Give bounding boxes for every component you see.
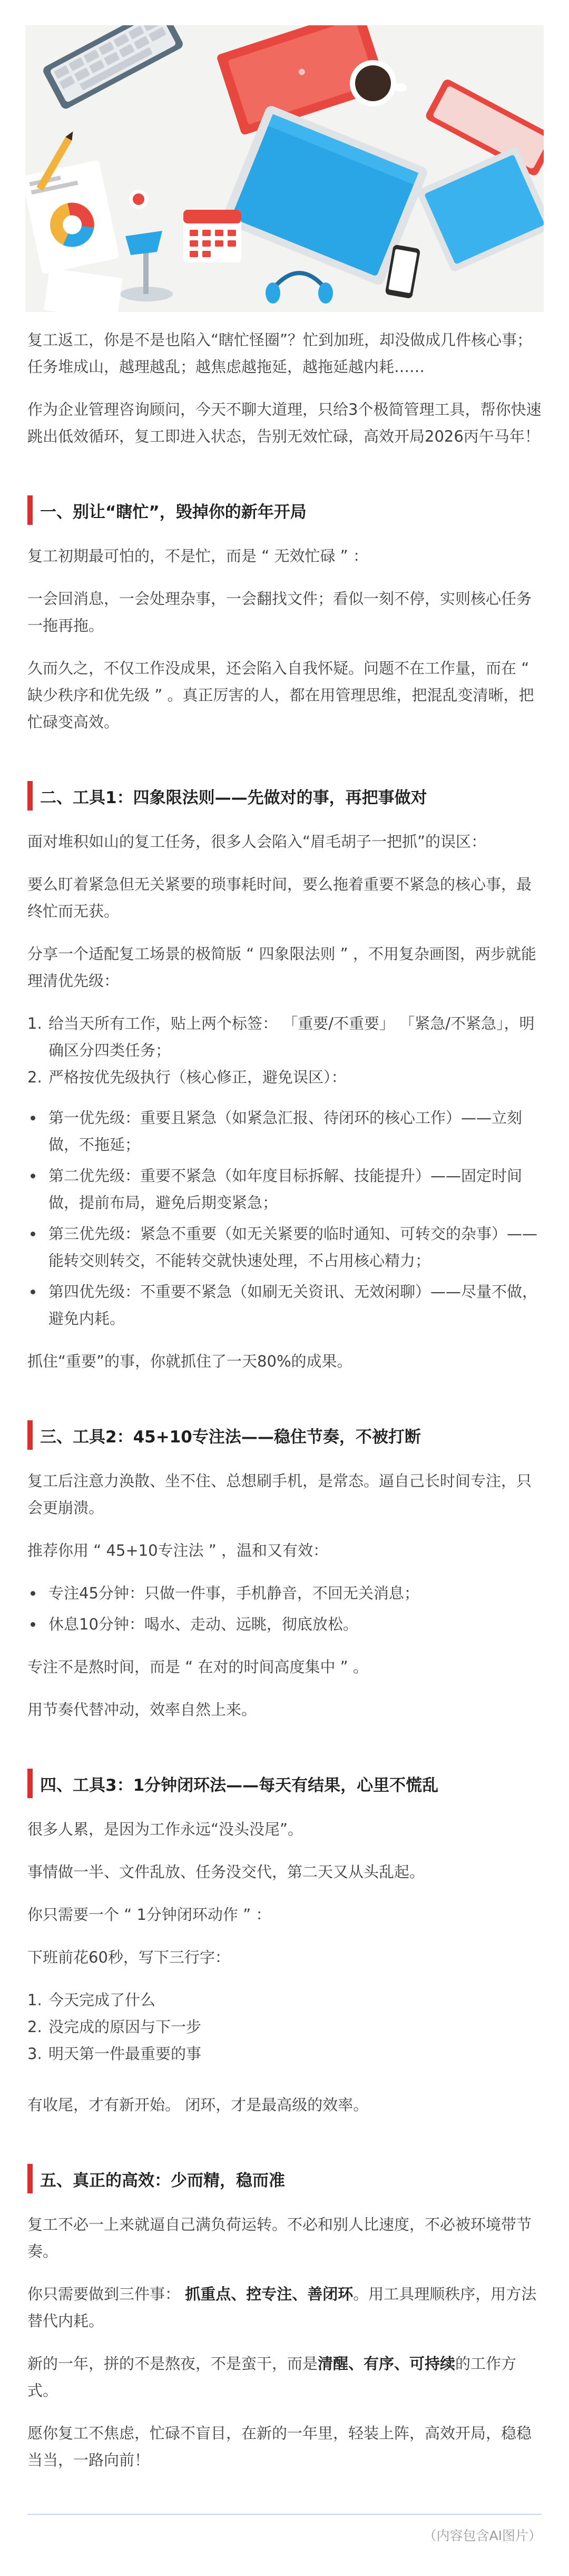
ai-content-note: （内容包含AI图片） bbox=[423, 2528, 542, 2543]
footer-divider bbox=[27, 2514, 542, 2515]
section-1-paragraph: 一会回消息，一会处理杂事，一会翻找文件；看似一刻不停，实则核心任务一拖再拖。 bbox=[27, 590, 532, 635]
list-item: 2. 没完成的原因与下一步 bbox=[27, 2018, 202, 2036]
section-5-paragraph: 愿你复工不焦虑，忙碌不盲目，在新的一年里，轻装上阵，高效开局，稳稳当当，一路向前！ bbox=[27, 2424, 532, 2469]
list-item: 3. 明天第一件最重要的事 bbox=[27, 2045, 202, 2063]
section-4-steps bbox=[27, 1987, 542, 2067]
intro-paragraph-2: 作为企业管理咨询顾问，今天不聊大道理，只给3个极简管理工具，帮你快速跳出低效循环，复工即进入状态，告别无效忙碌，高效开局2026丙午马年！ bbox=[27, 401, 542, 445]
article-body bbox=[27, 327, 542, 2490]
section-2-paragraph: 分享一个适配复工场景的极简版 “ 四象限法则 ” ，不用复杂画图，两步就能理清优先级： bbox=[27, 945, 536, 990]
bold-highlight: 清醒、有序、可持续 bbox=[318, 2355, 456, 2373]
list-item: 休息10分钟：喝水、走动、远眺，彻底放松。 bbox=[27, 1611, 542, 1638]
section-4-heading: 四、工具3：1分钟闭环法——每天有结果，心里不慌乱 bbox=[27, 1769, 542, 1798]
list-item: 1. 给当天所有工作，贴上两个标签： 「重要/不重要」 「紧急/不紧急」，明确区分四类任务； bbox=[27, 1014, 535, 1059]
list-item: 1. 今天完成了什么 bbox=[27, 1991, 156, 2009]
section-5-heading: 五、真正的高效：少而精，稳而准 bbox=[27, 2164, 542, 2193]
hero-illustration bbox=[25, 25, 544, 312]
section-3-paragraph: 专注不是熬时间，而是 “ 在对的时间高度集中 ” 。 bbox=[27, 1658, 368, 1676]
list-item: 专注45分钟：只做一件事，手机静音，不回无关消息； bbox=[27, 1580, 542, 1607]
section-3-paragraph: 推荐你用 “ 45+10专注法 ” ，温和又有效： bbox=[27, 1541, 329, 1559]
intro-paragraph-1: 复工返工，你是不是也陷入“瞎忙怪圈”？忙到加班，却没做成几件核心事；任务堆成山，越理越乱；越焦虑越拖延，越拖延越内耗…… bbox=[27, 331, 533, 376]
section-5-paragraph: 复工不必一上来就逼自己满负荷运转。不必和别人比速度，不必被环境带节奏。 bbox=[27, 2216, 532, 2260]
section-2-heading: 二、工具1：四象限法则——先做对的事，再把事做对 bbox=[27, 781, 542, 811]
list-item: 第三优先级：紧急不重要（如无关紧要的临时通知、可转交的杂事）——能转交则转交，不能转交就快速处理，不占用核心精力； bbox=[27, 1221, 542, 1274]
section-5-paragraph: 你只需要做到三件事： 抓重点、控专注、善闭环。用工具理顺秩序，用方法替代内耗。 bbox=[27, 2285, 537, 2330]
section-3-paragraph: 复工后注意力涣散、坐不住、总想刷手机，是常态。逼自己长时间专注，只会更崩溃。 bbox=[27, 1472, 532, 1517]
section-3-paragraph: 用节奏代替冲动，效率自然上来。 bbox=[27, 1701, 257, 1719]
section-2-paragraph: 要么盯着紧急但无关紧要的琐事耗时间，要么拖着重要不紧急的核心事，最终忙而无获。 bbox=[27, 875, 532, 920]
section-4-paragraph: 事情做一半、文件乱放、任务没交代，第二天又从头乱起。 bbox=[27, 1863, 425, 1881]
list-item: 第四优先级：不重要不紧急（如刷无关资讯、无效闲聊）——尽量不做，避免内耗。 bbox=[27, 1279, 542, 1332]
section-4-paragraph: 有收尾，才有新开始。 闭环，才是最高级的效率。 bbox=[27, 2096, 369, 2114]
section-3-list bbox=[27, 1580, 542, 1638]
section-4-paragraph: 你只需要一个 “ 1分钟闭环动作 ” ： bbox=[27, 1906, 271, 1924]
section-5-paragraph: 新的一年，拼的不是熬夜，不是蛮干，而是清醒、有序、可持续的工作方式。 bbox=[27, 2355, 517, 2399]
list-item: 2. 严格按优先级执行（核心修正，避免误区）： bbox=[27, 1068, 347, 1086]
section-2-paragraph: 抓住“重要”的事，你就抓住了一天80%的成果。 bbox=[27, 1352, 352, 1370]
section-2-paragraph: 面对堆积如山的复工任务，很多人会陷入“眉毛胡子一把抓”的误区： bbox=[27, 833, 487, 851]
section-1-heading: 一、别让“瞎忙”，毁掉你的新年开局 bbox=[27, 495, 542, 525]
section-2-steps bbox=[27, 1010, 542, 1091]
section-4-paragraph: 很多人累，是因为工作永远“没头没尾”。 bbox=[27, 1820, 303, 1838]
section-1-paragraph: 久而久之，不仅工作没成果，还会陷入自我怀疑。问题不在工作量，而在 “ 缺少秩序和优先级 ” 。真正厉害的人，都在用管理思维，把混乱变清晰，把忙碌变高效。 bbox=[27, 659, 534, 731]
list-item: 第二优先级：重要不紧急（如年度目标拆解、技能提升）——固定时间做，提前布局，避免后期变紧急； bbox=[27, 1163, 542, 1216]
section-2-priority-list bbox=[27, 1105, 542, 1332]
section-1-paragraph: 复工初期最可怕的，不是忙，而是 “ 无效忙碌 ” ： bbox=[27, 547, 368, 565]
bold-highlight: 抓重点、控专注、善闭环 bbox=[185, 2285, 354, 2303]
section-4-paragraph: 下班前花60秒，写下三行字： bbox=[27, 1948, 230, 1966]
section-3-heading: 三、工具2：45+10专注法——稳住节奏，不被打断 bbox=[27, 1420, 542, 1450]
list-item: 第一优先级：重要且紧急（如紧急汇报、待闭环的核心工作）——立刻做，不拖延； bbox=[27, 1105, 542, 1158]
